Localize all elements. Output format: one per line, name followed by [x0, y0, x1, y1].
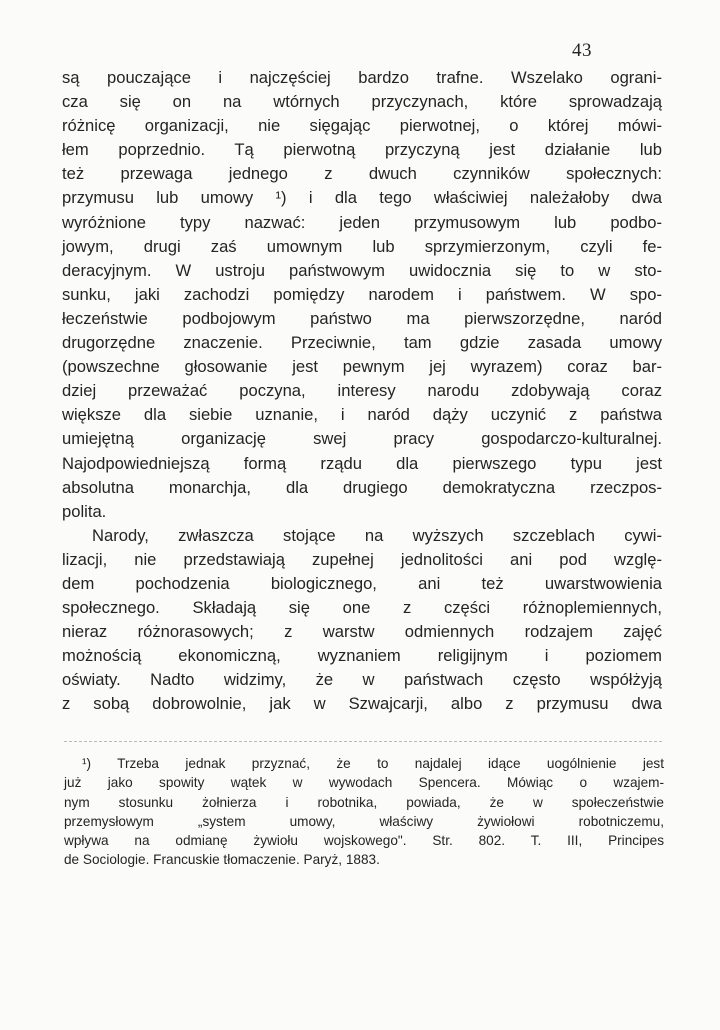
- text-line: wyróżnione typy nazwać: jeden przymusowym lub podbo-: [62, 212, 662, 232]
- text-line: dem pochodzenia biologicznego, ani też uwarstwowienia: [62, 573, 662, 593]
- text-line: z sobą dobrowolnie, jak w Szwajcarji, albo z przymusu dwa: [62, 694, 662, 714]
- paragraph-1: [62, 66, 662, 524]
- text-line: absolutna monarchja, dla drugiego demokratyczna rzeczpos-: [62, 477, 662, 497]
- paragraph-2: [62, 524, 662, 717]
- text-line: łem poprzednio. Tą pierwotną przyczyną jest działanie lub: [62, 140, 662, 160]
- text-line: nieraz różnorasowych; z warstw odmiennych rodzajem zajęć: [62, 622, 662, 642]
- text-line: społecznego. Składają się one z części różnoplemiennych,: [62, 598, 662, 618]
- text-line: drugorzędne znaczenie. Przeciwnie, tam gdzie zasada umowy: [62, 333, 662, 353]
- page-number: 43: [572, 40, 592, 61]
- text-line: łeczeństwie podbojowym państwo ma pierwszorzędne, naród: [62, 308, 662, 328]
- footnotes: [64, 754, 664, 870]
- footnote-line: ¹) Trzeba jednak przyznać, że to najdalej idące uogólnienie jest: [82, 756, 664, 771]
- text-line: większe dla siebie uznanie, i naród dąży uczynić z państwa: [62, 405, 662, 425]
- footnote-divider: [64, 741, 662, 742]
- text-line: polita.: [62, 501, 107, 521]
- text-line: też przewaga jednego z dwuch czynników społecznych:: [62, 164, 662, 184]
- footnote-line: nym stosunku żołnierza i robotnika, powiada, że w społeczeństwie: [64, 794, 664, 810]
- text-line: sunku, jaki zachodzi pomiędzy narodem i państwem. W spo-: [62, 284, 662, 304]
- text-line: oświaty. Nadto widzimy, że w państwach często współżyją: [62, 670, 662, 690]
- text-line: dziej przeważać poczyna, interesy narodu zdobywają coraz: [62, 381, 662, 401]
- body-text: [62, 66, 662, 717]
- text-line: cza się on na wtórnych przyczynach, które sprowadzają: [62, 92, 662, 112]
- text-line: są pouczające i najczęściej bardzo trafne. Wszelako ograni-: [62, 68, 662, 87]
- text-line: różnicę organizacji, nie sięgając pierwotnej, o której mówi-: [62, 116, 662, 136]
- text-line: przymusu lub umowy ¹) i dla tego właściwiej należałoby dwa: [62, 188, 662, 208]
- text-line: (powszechne głosowanie jest pewnym jej wyrazem) coraz bar-: [62, 357, 662, 377]
- text-line: lizacji, nie przedstawiają zupełnej jednolitości ani pod wzglę-: [62, 549, 662, 569]
- footnote-line: przemysłowym „system umowy, właściwy żywiołowi robotniczemu,: [64, 813, 664, 829]
- footnote-line: de Sociologie. Francuskie tłomaczenie. Paryż, 1883.: [64, 852, 380, 868]
- text-line: jowym, drugi zaś umownym lub sprzymierzonym, czyli fe-: [62, 236, 662, 256]
- text-line: Najodpowiedniejszą formą rządu dla pierwszego typu jest: [62, 453, 662, 473]
- footnote-line: już jako spowity wątek w wywodach Spencera. Mówiąc o wzajem-: [64, 775, 664, 791]
- footnote-line: wpływa na odmianę żywiołu wojskowego". Str. 802. T. III, Principes: [64, 833, 664, 849]
- text-line: umiejętną organizację swej pracy gospodarczo-kulturalnej.: [62, 429, 662, 449]
- text-line: Narody, zwłaszcza stojące na wyższych szczeblach cywi-: [92, 525, 662, 545]
- text-line: deracyjnym. W ustroju państwowym uwidocznia się to w sto-: [62, 260, 662, 280]
- text-line: możnością ekonomiczną, wyznaniem religijnym i poziomem: [62, 646, 662, 666]
